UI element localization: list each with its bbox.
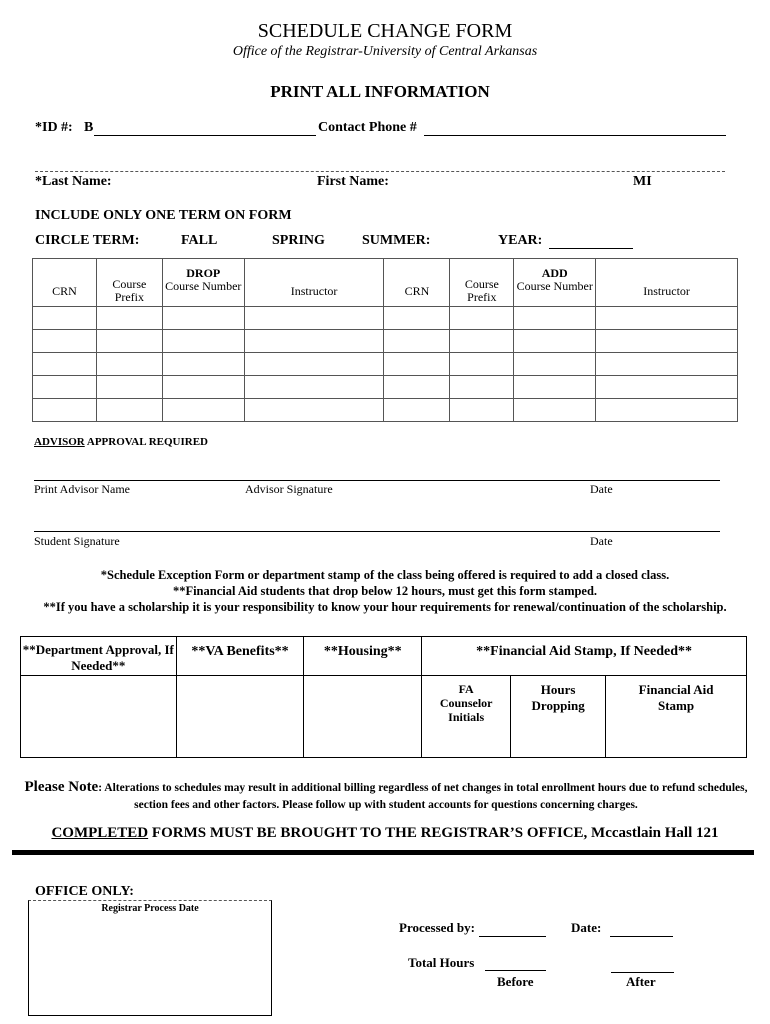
print-advisor-name-label: Print Advisor Name [34,482,130,496]
advisor-approval-notice: ADVISOR APPROVAL REQUIRED [34,436,208,448]
year-label: YEAR: [498,233,543,248]
advisor-signature-line[interactable] [34,480,720,481]
please-note-lead: Please Note [24,779,99,795]
add-prefix-cell[interactable] [450,330,514,353]
add-instructor-cell[interactable] [596,376,738,399]
course-row [33,330,738,353]
note-scholarship: **If you have a scholarship it is your responsibility to know your hour requirements for renewal/continuation of the scholarship. [43,600,727,614]
va-benefits-header: **VA Benefits** [176,637,304,676]
id-prefix: B [84,120,94,135]
course-change-table [32,258,738,422]
name-field-line[interactable] [35,171,725,172]
drop-prefix-header: Course Prefix [96,259,162,307]
requirement-notes [30,567,740,615]
add-instructor-cell[interactable] [596,330,738,353]
mi-label: MI [633,174,652,189]
drop-number-header: DROP Course Number [162,259,244,307]
drop-crn-cell[interactable] [33,376,97,399]
department-approval-header: **Department Approval, If Needed** [21,637,177,676]
drop-number-cell[interactable] [162,376,244,399]
add-prefix-cell[interactable] [450,353,514,376]
print-notice: PRINT ALL INFORMATION [270,82,490,101]
add-crn-cell[interactable] [384,330,450,353]
drop-number-cell[interactable] [162,399,244,422]
financial-aid-header: **Financial Aid Stamp, If Needed** [422,637,747,676]
hours-dropping-box[interactable]: Hours Dropping [511,676,606,758]
add-crn-cell[interactable] [384,399,450,422]
drop-instructor-cell[interactable] [244,330,384,353]
student-signature-label: Student Signature [34,534,120,548]
term-fall[interactable]: FALL [181,233,218,248]
add-number-cell[interactable] [514,376,596,399]
va-benefits-box[interactable] [176,676,304,758]
drop-section-label: DROP [186,266,221,280]
drop-prefix-cell[interactable] [96,376,162,399]
department-approval-box[interactable] [21,676,177,758]
add-number-cell[interactable] [514,353,596,376]
course-row [33,376,738,399]
hours-before-field[interactable] [485,956,546,971]
first-name-label: First Name: [317,174,389,189]
circle-term-label: CIRCLE TERM: [35,233,140,248]
fa-counselor-initials-box[interactable]: FA Counselor Initials [422,676,511,758]
id-label: *ID #: [35,120,73,135]
form-title: SCHEDULE CHANGE FORM [257,20,513,42]
drop-number-cell[interactable] [162,307,244,330]
after-label: After [626,974,656,989]
add-prefix-cell[interactable] [450,399,514,422]
drop-prefix-cell[interactable] [96,399,162,422]
year-field[interactable] [549,234,633,249]
drop-number-cell[interactable] [162,330,244,353]
advisor-signature-label: Advisor Signature [245,482,333,496]
submission-instructions: COMPLETED FORMS MUST BE BROUGHT TO THE REGISTRAR’S OFFICE, Mccastlain Hall 121 [51,825,719,841]
drop-instructor-cell[interactable] [244,353,384,376]
billing-note: Please Note: Alterations to schedules may result in additional billing regardless of net changes in total enrollment hours due to refund schedules, section fees and other factors. Please follow up with student accounts for questions concerning charges. [24,779,748,811]
advisor-date-label: Date [590,482,613,496]
add-instructor-cell[interactable] [596,307,738,330]
drop-prefix-cell[interactable] [96,330,162,353]
drop-crn-cell[interactable] [33,353,97,376]
phone-label: Contact Phone # [318,120,417,135]
add-number-cell[interactable] [514,330,596,353]
drop-crn-cell[interactable] [33,330,97,353]
office-date-field[interactable] [610,922,673,937]
add-number-cell[interactable] [514,399,596,422]
add-crn-cell[interactable] [384,353,450,376]
course-row [33,307,738,330]
drop-prefix-cell[interactable] [96,353,162,376]
course-row [33,399,738,422]
form-subtitle: Office of the Registrar-University of Central Arkansas [232,44,538,59]
phone-field[interactable] [424,121,726,136]
note-closed-class: *Schedule Exception Form or department stamp of the class being offered is required to add a closed class. [100,568,670,582]
term-summer[interactable]: SUMMER: [362,233,431,248]
drop-crn-cell[interactable] [33,307,97,330]
id-field[interactable] [94,121,316,136]
hours-after-field[interactable] [611,958,674,973]
add-crn-cell[interactable] [384,307,450,330]
add-section-label: ADD [541,266,568,280]
add-prefix-cell[interactable] [450,307,514,330]
office-only-label: OFFICE ONLY: [35,884,134,899]
drop-add-divider [383,258,384,306]
registrar-process-date-box[interactable] [28,900,272,1016]
drop-prefix-cell[interactable] [96,307,162,330]
term-spring[interactable]: SPRING [272,233,325,248]
drop-crn-cell[interactable] [33,399,97,422]
note-financial-aid: **Financial Aid students that drop below 12 hours, must get this form stamped. [172,584,598,598]
drop-crn-header: CRN [33,259,97,307]
add-instructor-cell[interactable] [596,353,738,376]
processed-by-label: Processed by: [399,920,475,935]
drop-instructor-cell[interactable] [244,307,384,330]
term-instruction: INCLUDE ONLY ONE TERM ON FORM [35,208,292,223]
add-instructor-header: Instructor [596,259,738,307]
add-prefix-header: Course Prefix [450,259,514,307]
student-signature-line[interactable] [34,531,720,532]
divider-bar [12,850,754,855]
office-date-label: Date: [571,920,602,935]
housing-header: **Housing** [304,637,422,676]
add-crn-cell[interactable] [384,376,450,399]
add-number-cell[interactable] [514,307,596,330]
add-prefix-cell[interactable] [450,376,514,399]
add-instructor-cell[interactable] [596,399,738,422]
add-number-header: ADD Course Number [514,259,596,307]
total-hours-label: Total Hours [408,955,475,970]
last-name-label: *Last Name: [35,174,112,189]
approvals-table [20,636,747,758]
housing-box[interactable] [304,676,422,758]
before-label: Before [497,974,534,989]
drop-instructor-cell[interactable] [244,376,384,399]
processed-by-field[interactable] [479,922,546,937]
add-crn-header: CRN [384,259,450,307]
drop-instructor-header: Instructor [244,259,384,307]
student-date-label: Date [590,534,613,548]
drop-number-cell[interactable] [162,353,244,376]
registrar-process-date-label: Registrar Process Date [101,903,199,914]
financial-aid-stamp-box[interactable]: Financial Aid Stamp [606,676,747,758]
drop-instructor-cell[interactable] [244,399,384,422]
course-row [33,353,738,376]
